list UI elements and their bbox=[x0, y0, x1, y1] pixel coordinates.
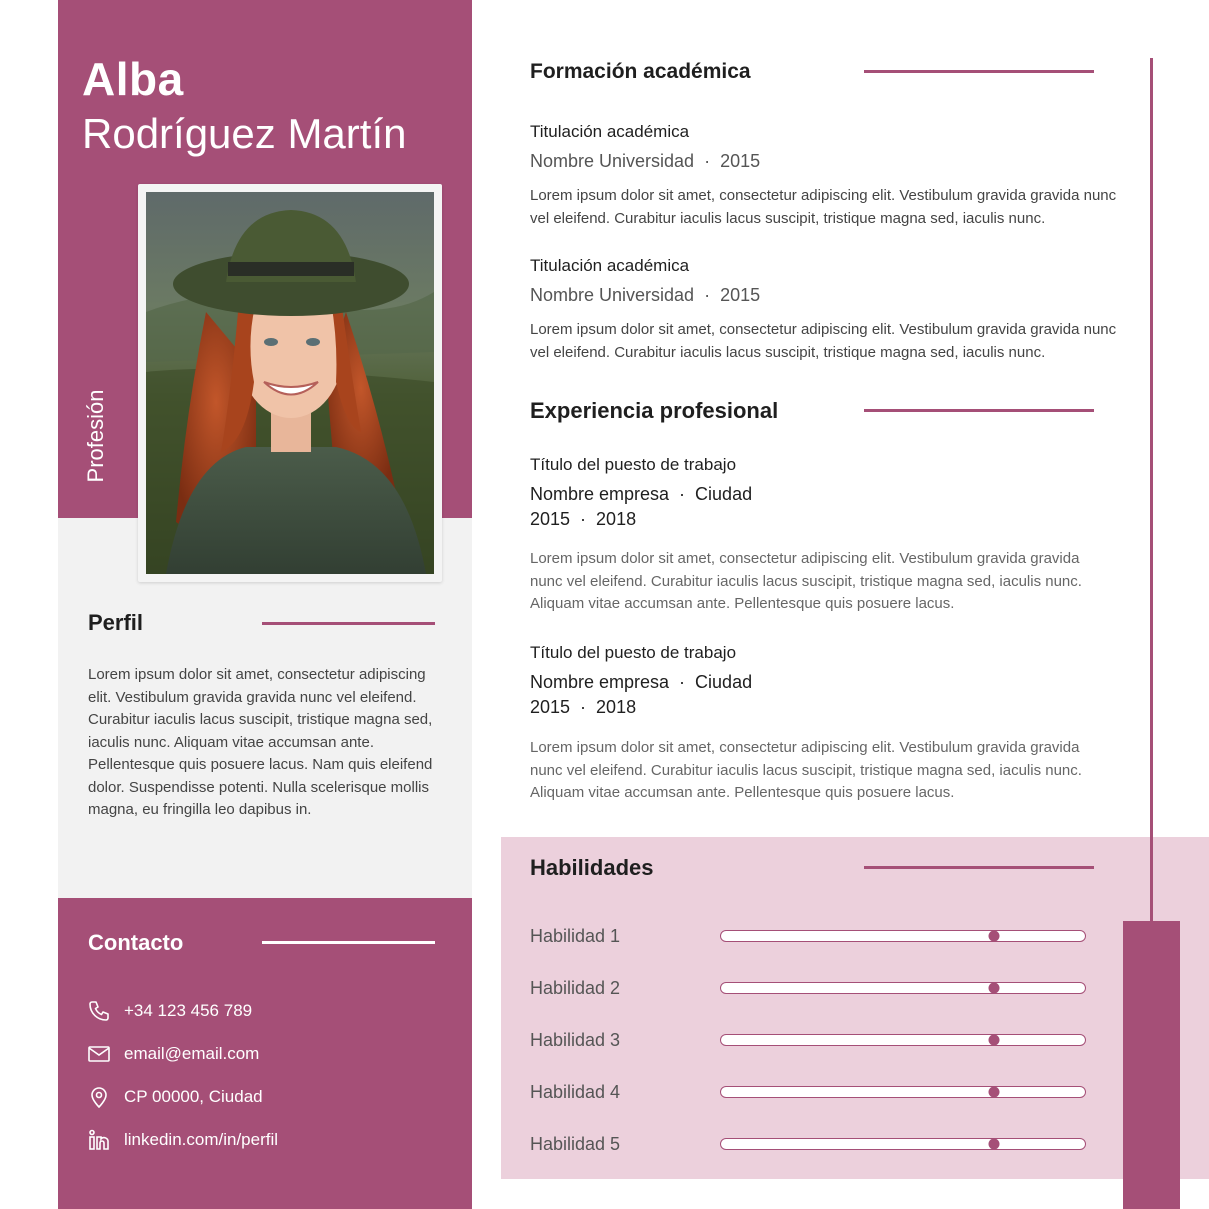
skill-level-dot bbox=[989, 1035, 1000, 1046]
experience-title: Experiencia profesional bbox=[530, 398, 779, 423]
linkedin-icon bbox=[86, 1127, 112, 1153]
experience-description: Lorem ipsum dolor sit amet, consectetur adipiscing elit. Vestibulum gravida gravida nunc vel eleifend. Curabitur iaculis lacus suscipit, tristique magna sed, iaculis nunc. Aliquam vitae accumsan ante. Pellentesque quis posuere lacus. bbox=[530, 739, 1082, 801]
experience-company-city: Nombre empresa · Ciudad bbox=[530, 484, 753, 504]
skill-bar bbox=[720, 1086, 1086, 1098]
last-name: Rodríguez Martín bbox=[82, 110, 407, 157]
skills-rule bbox=[864, 866, 1094, 869]
skills-panel bbox=[501, 837, 1209, 1179]
skill-label: Habilidad 4 bbox=[530, 1082, 621, 1102]
profile-rule bbox=[262, 622, 435, 625]
experience-company-city: Nombre empresa · Ciudad bbox=[530, 672, 753, 692]
skill-bar bbox=[720, 982, 1086, 994]
contact-title: Contacto bbox=[88, 930, 184, 955]
experience-years: 2015 · 2018 bbox=[530, 509, 637, 529]
contact-linkedin[interactable] bbox=[86, 1125, 456, 1155]
skill-label: Habilidad 5 bbox=[530, 1134, 621, 1154]
skill-bar bbox=[720, 1138, 1086, 1150]
contact-email-text: email@email.com bbox=[124, 1044, 260, 1063]
photo-frame bbox=[138, 184, 442, 582]
profession-label: Profesión bbox=[83, 389, 108, 483]
experience-rule bbox=[864, 409, 1094, 412]
experience-description: Lorem ipsum dolor sit amet, consectetur adipiscing elit. Vestibulum gravida gravida nunc vel eleifend. Curabitur iaculis lacus suscipit, tristique magna sed, iaculis nunc. Aliquam vitae accumsan ante. Pellentesque quis posuere lacus. bbox=[530, 550, 1082, 612]
skills-title: Habilidades bbox=[530, 855, 654, 880]
education-title: Formación académica bbox=[530, 60, 751, 83]
skill-bar bbox=[720, 1034, 1086, 1046]
education-description: Lorem ipsum dolor sit amet, consectetur adipiscing elit. Vestibulum gravida gravida nunc vel eleifend. Curabitur iaculis lacus suscipit, tristique magna sed, iaculis nunc. bbox=[530, 187, 1117, 227]
education-school-year: Nombre Universidad · 2015 bbox=[530, 285, 761, 305]
right-vertical-rule bbox=[1150, 58, 1153, 928]
profile-photo bbox=[146, 192, 434, 574]
skill-label: Habilidad 1 bbox=[530, 926, 621, 946]
skill-level-dot bbox=[989, 1139, 1000, 1150]
location-pin-icon bbox=[86, 1084, 112, 1110]
education-degree: Titulación académica bbox=[530, 122, 690, 141]
education-rule bbox=[864, 70, 1094, 73]
email-icon bbox=[86, 1041, 112, 1067]
experience-job-title: Título del puesto de trabajo bbox=[530, 643, 737, 662]
skill-label: Habilidad 3 bbox=[530, 1030, 621, 1050]
contact-email[interactable] bbox=[86, 1039, 456, 1069]
contact-address bbox=[86, 1082, 456, 1112]
experience-job-title: Título del puesto de trabajo bbox=[530, 455, 737, 474]
skill-level-dot bbox=[989, 931, 1000, 942]
education-degree: Titulación académica bbox=[530, 256, 690, 275]
education-school-year: Nombre Universidad · 2015 bbox=[530, 151, 761, 171]
contact-linkedin-text: linkedin.com/in/perfil bbox=[124, 1130, 279, 1149]
contact-rule bbox=[262, 941, 435, 944]
profile-title: Perfil bbox=[88, 610, 144, 635]
profile-text: Lorem ipsum dolor sit amet, consectetur adipiscing elit. Vestibulum gravida gravida nunc vel eleifend. Curabitur iaculis lacus suscipit, tristique magna sed, iaculis nunc. Aliquam vitae accumsan ante. Pellentesque quis posuere lacus. Nam quis eleifend dolor. Suspendisse potenti. Nulla scelerisque mollis magna, eu fringilla leo dapibus in. bbox=[88, 666, 433, 818]
phone-icon bbox=[86, 998, 112, 1024]
skill-label: Habilidad 2 bbox=[530, 978, 621, 998]
right-accent-block bbox=[1123, 921, 1180, 1209]
experience-years: 2015 · 2018 bbox=[530, 697, 637, 717]
first-name: Alba bbox=[82, 53, 184, 105]
education-description: Lorem ipsum dolor sit amet, consectetur adipiscing elit. Vestibulum gravida gravida nunc vel eleifend. Curabitur iaculis lacus suscipit, tristique magna sed, iaculis nunc. bbox=[530, 321, 1117, 361]
contact-address-text: CP 00000, Ciudad bbox=[124, 1087, 263, 1106]
contact-phone-text: +34 123 456 789 bbox=[124, 1001, 253, 1020]
skill-level-dot bbox=[989, 1087, 1000, 1098]
skill-bar bbox=[720, 930, 1086, 942]
contact-phone[interactable] bbox=[86, 996, 456, 1026]
skill-level-dot bbox=[989, 983, 1000, 994]
